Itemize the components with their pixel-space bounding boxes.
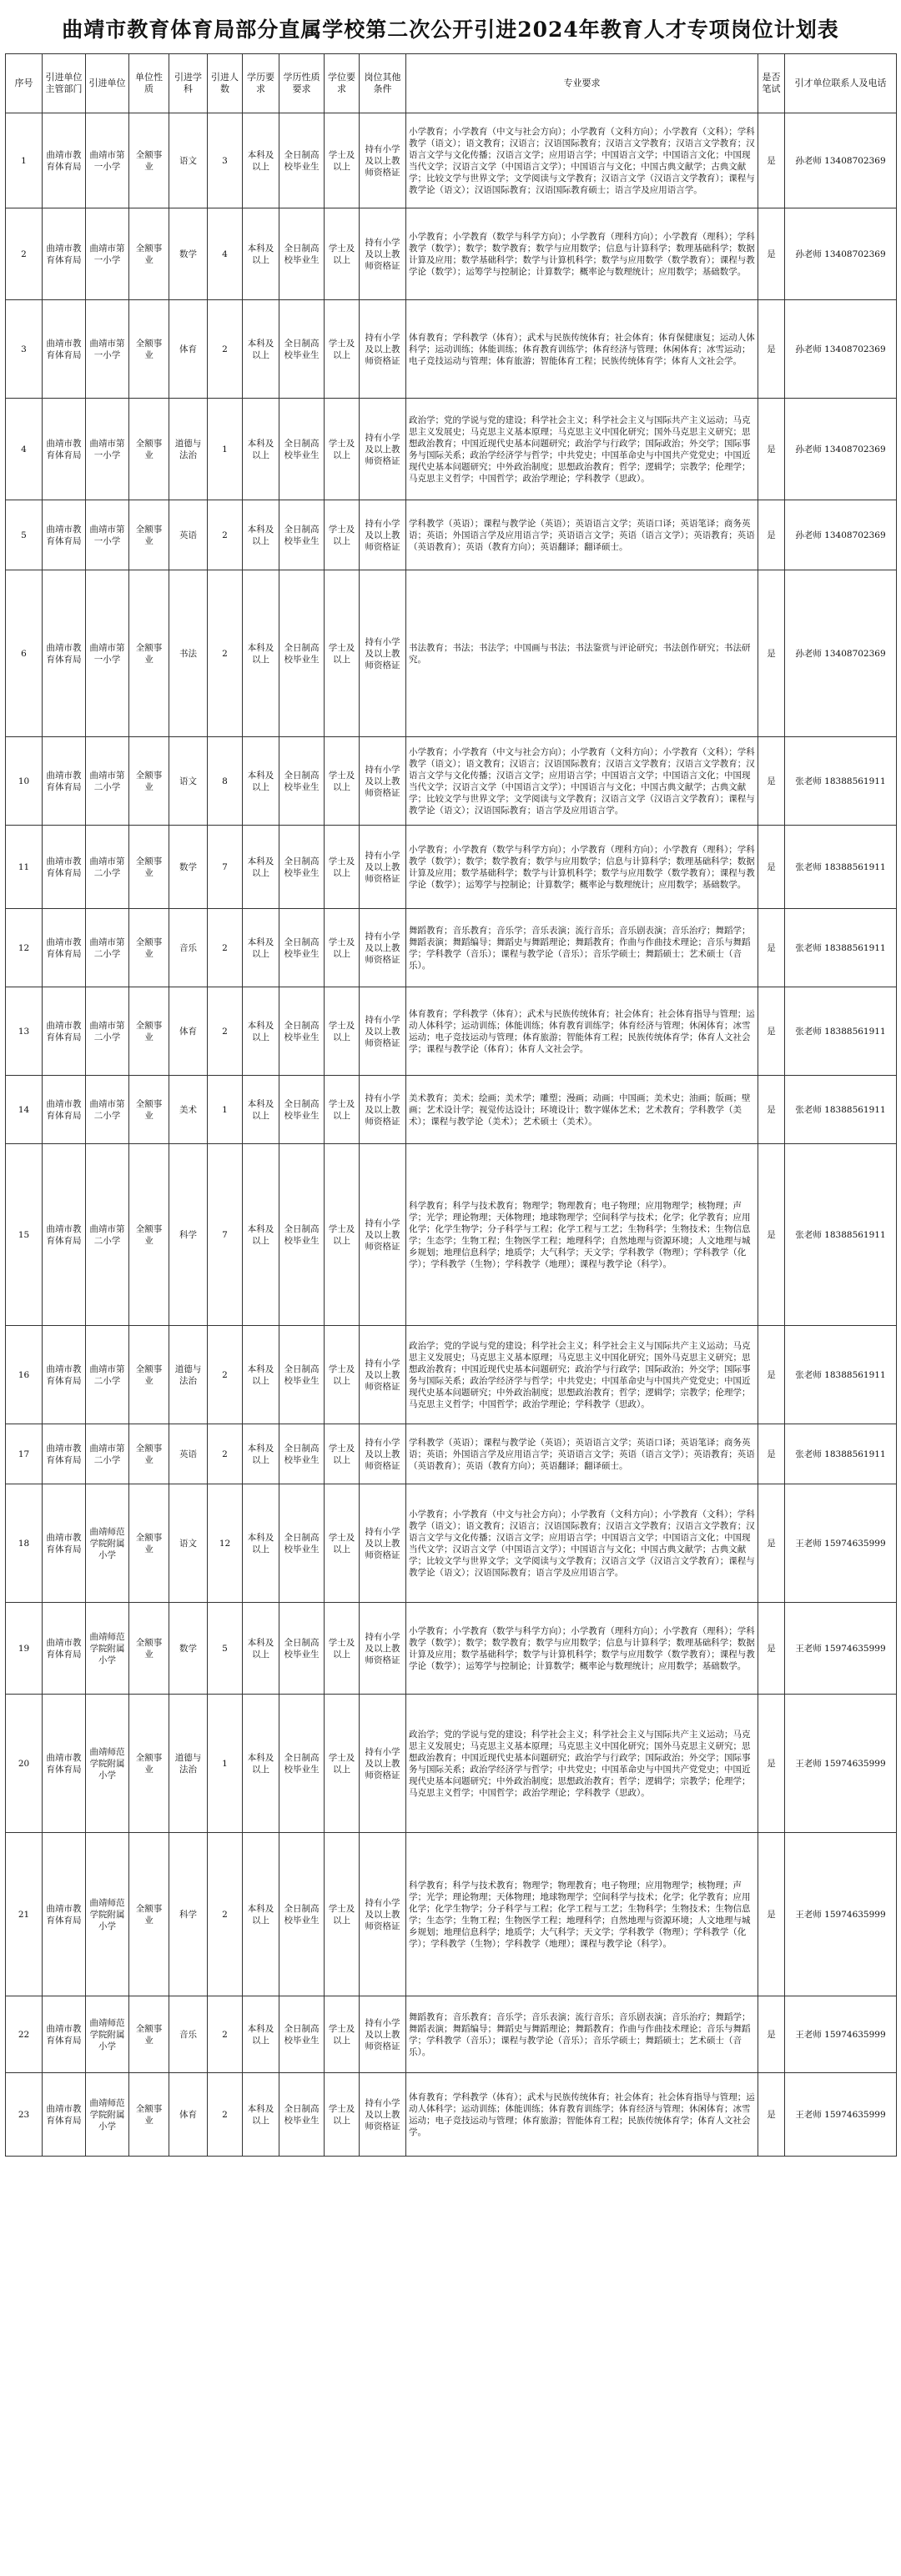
subject-cell: 道德与法治 bbox=[169, 1695, 208, 1833]
degree-cell: 学士及以上 bbox=[325, 1603, 360, 1695]
unit-nature-cell: 全额事业 bbox=[129, 737, 169, 826]
row-number-cell: 18 bbox=[6, 1484, 43, 1603]
written-exam-cell: 是 bbox=[758, 300, 785, 399]
written-exam-cell: 是 bbox=[758, 987, 785, 1076]
other-conditions-cell: 持有小学及以上教师资格证 bbox=[360, 987, 406, 1076]
other-conditions-cell: 持有小学及以上教师资格证 bbox=[360, 1076, 406, 1144]
headcount-cell: 2 bbox=[208, 570, 243, 737]
department-cell: 曲靖市教育体育局 bbox=[43, 500, 86, 570]
headcount-cell: 2 bbox=[208, 1833, 243, 1996]
written-exam-cell: 是 bbox=[758, 1484, 785, 1603]
row-number-cell: 5 bbox=[6, 500, 43, 570]
department-cell: 曲靖市教育体育局 bbox=[43, 1326, 86, 1424]
written-exam-cell: 是 bbox=[758, 909, 785, 987]
headcount-cell: 3 bbox=[208, 113, 243, 208]
major-requirements-cell: 政治学；党的学说与党的建设；科学社会主义；科学社会主义与国际共产主义运动；马克思主义发展史；马克思主义基本原理；马克思主义中国化研究；国外马克思主义研究；思想政治教育；中国近现代史基本问题研究；政治学与行政学；国际政治；外交学；国际事务与国际关系；政治学经济学与哲学；中共党史；中国革命史与中国共产党党史；中国近现代史基本问题研究；中外政治制度；思想政治教育；哲学；逻辑学；宗教学；伦理学；马克思主义哲学；中国哲学；政治学理论；学科教学（思政）。 bbox=[406, 1695, 758, 1833]
written-exam-cell: 是 bbox=[758, 208, 785, 300]
unit-nature-cell: 全额事业 bbox=[129, 987, 169, 1076]
written-exam-cell: 是 bbox=[758, 826, 785, 909]
row-number-cell: 3 bbox=[6, 300, 43, 399]
subject-cell: 道德与法治 bbox=[169, 399, 208, 500]
education-type-cell: 全日制高校毕业生 bbox=[279, 2073, 325, 2157]
major-requirements-cell: 学科教学（英语）；课程与教学论（英语）；英语语言文学；英语口译；英语笔译；商务英语；英语；外国语言学及应用语言学；英语语言文学；英语（语言文学）；英语教育；英语（英语教育）；英语（教育方向）；英语翻译；翻译硕士。 bbox=[406, 1424, 758, 1484]
subject-cell: 语文 bbox=[169, 737, 208, 826]
education-cell: 本科及以上 bbox=[243, 399, 279, 500]
degree-cell: 学士及以上 bbox=[325, 2073, 360, 2157]
unit-cell: 曲靖师范学院附属小学 bbox=[86, 1603, 129, 1695]
header-cell: 序号 bbox=[6, 54, 43, 113]
education-cell: 本科及以上 bbox=[243, 737, 279, 826]
contact-cell: 王老师 15974635999 bbox=[785, 1484, 897, 1603]
major-requirements-cell: 舞蹈教育；音乐教育；音乐学；音乐表演；流行音乐；音乐剧表演；音乐治疗；舞蹈学；舞蹈表演；舞蹈编导；舞蹈史与舞蹈理论；舞蹈教育；作曲与作曲技术理论；音乐与舞蹈学；学科教学（音乐）；课程与教学论（音乐）；音乐学硕士；舞蹈硕士；艺术硕士（音乐）。 bbox=[406, 909, 758, 987]
subject-cell: 科学 bbox=[169, 1833, 208, 1996]
contact-cell: 王老师 15974635999 bbox=[785, 2073, 897, 2157]
unit-cell: 曲靖市第一小学 bbox=[86, 570, 129, 737]
row-number-cell: 23 bbox=[6, 2073, 43, 2157]
unit-cell: 曲靖市第一小学 bbox=[86, 208, 129, 300]
headcount-cell: 2 bbox=[208, 909, 243, 987]
row-number-cell: 2 bbox=[6, 208, 43, 300]
row-number-cell: 21 bbox=[6, 1833, 43, 1996]
row-number-cell: 10 bbox=[6, 737, 43, 826]
other-conditions-cell: 持有小学及以上教师资格证 bbox=[360, 1833, 406, 1996]
header-cell: 引进单位主管部门 bbox=[43, 54, 86, 113]
other-conditions-cell: 持有小学及以上教师资格证 bbox=[360, 113, 406, 208]
major-requirements-cell: 小学教育；小学教育（中文与社会方向）；小学教育（文科方向）；小学教育（文科）；学科教学（语文）；语文教育；汉语言；汉语国际教育；汉语言文学教育；汉语言文学教育；汉语言文学与文化传播；汉语言文学；应用语言学；中国语言文学；中国语言文化；中国现当代文学；汉语言文学（中国语言文学）；中国语言与文化；中国古典文献学；古典文献学；比较文学与世界文学；文学阅读与文学教育；汉语言文学（汉语言文学教育）；课程与教学论（语文）；汉语国际教育；语言学及应用语言学。 bbox=[406, 737, 758, 826]
subject-cell: 音乐 bbox=[169, 909, 208, 987]
department-cell: 曲靖市教育体育局 bbox=[43, 1833, 86, 1996]
education-type-cell: 全日制高校毕业生 bbox=[279, 399, 325, 500]
headcount-cell: 12 bbox=[208, 1484, 243, 1603]
unit-nature-cell: 全额事业 bbox=[129, 1996, 169, 2073]
education-type-cell: 全日制高校毕业生 bbox=[279, 737, 325, 826]
unit-cell: 曲靖市第一小学 bbox=[86, 399, 129, 500]
education-cell: 本科及以上 bbox=[243, 113, 279, 208]
headcount-cell: 8 bbox=[208, 737, 243, 826]
subject-cell: 道德与法治 bbox=[169, 1326, 208, 1424]
header-cell: 引才单位联系人及电话 bbox=[785, 54, 897, 113]
education-type-cell: 全日制高校毕业生 bbox=[279, 1603, 325, 1695]
department-cell: 曲靖市教育体育局 bbox=[43, 737, 86, 826]
headcount-cell: 5 bbox=[208, 1603, 243, 1695]
degree-cell: 学士及以上 bbox=[325, 826, 360, 909]
header-cell: 引进单位 bbox=[86, 54, 129, 113]
row-number-cell: 15 bbox=[6, 1144, 43, 1326]
other-conditions-cell: 持有小学及以上教师资格证 bbox=[360, 500, 406, 570]
table-row bbox=[6, 208, 897, 300]
headcount-cell: 7 bbox=[208, 826, 243, 909]
unit-cell: 曲靖市第二小学 bbox=[86, 1144, 129, 1326]
subject-cell: 音乐 bbox=[169, 1996, 208, 2073]
contact-cell: 王老师 15974635999 bbox=[785, 1695, 897, 1833]
row-number-cell: 17 bbox=[6, 1424, 43, 1484]
row-number-cell: 20 bbox=[6, 1695, 43, 1833]
written-exam-cell: 是 bbox=[758, 1144, 785, 1326]
table-row bbox=[6, 2073, 897, 2157]
subject-cell: 数学 bbox=[169, 208, 208, 300]
other-conditions-cell: 持有小学及以上教师资格证 bbox=[360, 2073, 406, 2157]
table-row bbox=[6, 300, 897, 399]
unit-cell: 曲靖市第一小学 bbox=[86, 113, 129, 208]
row-number-cell: 16 bbox=[6, 1326, 43, 1424]
contact-cell: 王老师 15974635999 bbox=[785, 1603, 897, 1695]
subject-cell: 语文 bbox=[169, 1484, 208, 1603]
subject-cell: 书法 bbox=[169, 570, 208, 737]
degree-cell: 学士及以上 bbox=[325, 500, 360, 570]
education-type-cell: 全日制高校毕业生 bbox=[279, 1326, 325, 1424]
major-requirements-cell: 政治学；党的学说与党的建设；科学社会主义；科学社会主义与国际共产主义运动；马克思主义发展史；马克思主义基本原理；马克思主义中国化研究；国外马克思主义研究；思想政治教育；中国近现代史基本问题研究；政治学与行政学；国际政治；外交学；国际事务与国际关系；政治学经济学与哲学；中共党史；中国革命史与中国共产党党史；中国近现代史基本问题研究；中外政治制度；思想政治教育；哲学；逻辑学；宗教学；伦理学；马克思主义哲学；中国哲学；政治学理论；学科教学（思政）。 bbox=[406, 399, 758, 500]
header-cell: 单位性质 bbox=[129, 54, 169, 113]
degree-cell: 学士及以上 bbox=[325, 113, 360, 208]
unit-nature-cell: 全额事业 bbox=[129, 826, 169, 909]
major-requirements-cell: 体育教育；学科教学（体育）；武术与民族传统体育；社会体育；体育保健康复；运动人体科学；运动训练；体能训练；体育教育训练学；体育经济与管理；休闲体育；冰雪运动；电子竞技运动与管理；体育旅游；智能体育工程；民族传统体育学；体育人文社会学。 bbox=[406, 300, 758, 399]
table-row bbox=[6, 987, 897, 1076]
header-cell: 专业要求 bbox=[406, 54, 758, 113]
education-cell: 本科及以上 bbox=[243, 1695, 279, 1833]
degree-cell: 学士及以上 bbox=[325, 1326, 360, 1424]
subject-cell: 美术 bbox=[169, 1076, 208, 1144]
major-requirements-cell: 小学教育；小学教育（数学与科学方向）；小学教育（理科方向）；小学教育（理科）；学科教学（数学）；数学；数学教育；数学与应用数学；信息与计算科学；数理基础科学；数据计算及应用；数学基础科学；数学与计算机科学；数学与应用数学（数学教育）；课程与教学论（数学）；运筹学与控制论；计算数学；概率论与数理统计；应用数学；基础数学。 bbox=[406, 1603, 758, 1695]
row-number-cell: 13 bbox=[6, 987, 43, 1076]
row-number-cell: 4 bbox=[6, 399, 43, 500]
table-row bbox=[6, 1484, 897, 1603]
unit-nature-cell: 全额事业 bbox=[129, 570, 169, 737]
department-cell: 曲靖市教育体育局 bbox=[43, 826, 86, 909]
education-type-cell: 全日制高校毕业生 bbox=[279, 1144, 325, 1326]
contact-cell: 王老师 15974635999 bbox=[785, 1996, 897, 2073]
education-cell: 本科及以上 bbox=[243, 1144, 279, 1326]
other-conditions-cell: 持有小学及以上教师资格证 bbox=[360, 737, 406, 826]
department-cell: 曲靖市教育体育局 bbox=[43, 1484, 86, 1603]
other-conditions-cell: 持有小学及以上教师资格证 bbox=[360, 1996, 406, 2073]
contact-cell: 张老师 18388561911 bbox=[785, 909, 897, 987]
contact-cell: 张老师 18388561911 bbox=[785, 1424, 897, 1484]
unit-cell: 曲靖市第二小学 bbox=[86, 1326, 129, 1424]
unit-nature-cell: 全额事业 bbox=[129, 1695, 169, 1833]
department-cell: 曲靖市教育体育局 bbox=[43, 2073, 86, 2157]
other-conditions-cell: 持有小学及以上教师资格证 bbox=[360, 1695, 406, 1833]
unit-nature-cell: 全额事业 bbox=[129, 1424, 169, 1484]
page-title: 曲靖市教育体育局部分直属学校第二次公开引进2024年教育人才专项岗位计划表 bbox=[62, 18, 839, 42]
other-conditions-cell: 持有小学及以上教师资格证 bbox=[360, 208, 406, 300]
other-conditions-cell: 持有小学及以上教师资格证 bbox=[360, 399, 406, 500]
unit-nature-cell: 全额事业 bbox=[129, 208, 169, 300]
major-requirements-cell: 小学教育；小学教育（中文与社会方向）；小学教育（文科方向）；小学教育（文科）；学科教学（语文）；语文教育；汉语言；汉语国际教育；汉语言文学教育；汉语言文学教育；汉语言文学与文化传播；汉语言文学；应用语言学；中国语言文学；中国语言文化；中国现当代文学；汉语言文学（中国语言文学）；中国语言与文化；中国古典文献学；古典文献学；比较文学与世界文学；文学阅读与文学教育；汉语言文学（汉语言文学教育）；课程与教学论（语文）；汉语国际教育；语言学及应用语言学。 bbox=[406, 1484, 758, 1603]
table-row bbox=[6, 399, 897, 500]
major-requirements-cell: 小学教育；小学教育（数学与科学方向）；小学教育（理科方向）；小学教育（理科）；学科教学（数学）；数学；数学教育；数学与应用数学；信息与计算科学；数理基础科学；数据计算及应用；数学基础科学；数学与计算机科学；数学与应用数学（数学教育）；课程与教学论（数学）；运筹学与控制论；计算数学；概率论与数理统计；应用数学；基础数学。 bbox=[406, 826, 758, 909]
unit-cell: 曲靖市第二小学 bbox=[86, 987, 129, 1076]
major-requirements-cell: 舞蹈教育；音乐教育；音乐学；音乐表演；流行音乐；音乐剧表演；音乐治疗；舞蹈学；舞蹈表演；舞蹈编导；舞蹈史与舞蹈理论；舞蹈教育；作曲与作曲技术理论；音乐与舞蹈学；学科教学（音乐）；课程与教学论（音乐）；音乐学硕士；舞蹈硕士；艺术硕士（音乐）。 bbox=[406, 1996, 758, 2073]
written-exam-cell: 是 bbox=[758, 1833, 785, 1996]
subject-cell: 体育 bbox=[169, 2073, 208, 2157]
header-cell: 是否笔试 bbox=[758, 54, 785, 113]
other-conditions-cell: 持有小学及以上教师资格证 bbox=[360, 1603, 406, 1695]
unit-nature-cell: 全额事业 bbox=[129, 1484, 169, 1603]
unit-cell: 曲靖市第一小学 bbox=[86, 500, 129, 570]
subject-cell: 英语 bbox=[169, 1424, 208, 1484]
education-type-cell: 全日制高校毕业生 bbox=[279, 987, 325, 1076]
table-row bbox=[6, 1424, 897, 1484]
subject-cell: 体育 bbox=[169, 987, 208, 1076]
education-cell: 本科及以上 bbox=[243, 826, 279, 909]
degree-cell: 学士及以上 bbox=[325, 208, 360, 300]
other-conditions-cell: 持有小学及以上教师资格证 bbox=[360, 570, 406, 737]
row-number-cell: 19 bbox=[6, 1603, 43, 1695]
headcount-cell: 1 bbox=[208, 1695, 243, 1833]
contact-cell: 张老师 18388561911 bbox=[785, 1144, 897, 1326]
education-type-cell: 全日制高校毕业生 bbox=[279, 1695, 325, 1833]
table-row bbox=[6, 826, 897, 909]
headcount-cell: 2 bbox=[208, 987, 243, 1076]
header-cell: 岗位其他条件 bbox=[360, 54, 406, 113]
major-requirements-cell: 小学教育；小学教育（数学与科学方向）；小学教育（理科方向）；小学教育（理科）；学科教学（数学）；数学；数学教育；数学与应用数学；信息与计算科学；数理基础科学；数据计算及应用；数学基础科学；数学与计算机科学；数学与应用数学（数学教育）；课程与教学论（数学）；运筹学与控制论；计算数学；概率论与数理统计；应用数学；基础数学。 bbox=[406, 208, 758, 300]
degree-cell: 学士及以上 bbox=[325, 1144, 360, 1326]
written-exam-cell: 是 bbox=[758, 2073, 785, 2157]
education-cell: 本科及以上 bbox=[243, 1484, 279, 1603]
contact-cell: 王老师 15974635999 bbox=[785, 1833, 897, 1996]
table-row bbox=[6, 737, 897, 826]
table-row bbox=[6, 1833, 897, 1996]
table-row bbox=[6, 500, 897, 570]
unit-cell: 曲靖市第二小学 bbox=[86, 737, 129, 826]
education-type-cell: 全日制高校毕业生 bbox=[279, 1996, 325, 2073]
education-cell: 本科及以上 bbox=[243, 208, 279, 300]
department-cell: 曲靖市教育体育局 bbox=[43, 1144, 86, 1326]
education-type-cell: 全日制高校毕业生 bbox=[279, 826, 325, 909]
unit-nature-cell: 全额事业 bbox=[129, 1076, 169, 1144]
subject-cell: 体育 bbox=[169, 300, 208, 399]
education-cell: 本科及以上 bbox=[243, 1833, 279, 1996]
other-conditions-cell: 持有小学及以上教师资格证 bbox=[360, 826, 406, 909]
education-type-cell: 全日制高校毕业生 bbox=[279, 909, 325, 987]
contact-cell: 张老师 18388561911 bbox=[785, 1076, 897, 1144]
unit-cell: 曲靖市第一小学 bbox=[86, 300, 129, 399]
headcount-cell: 2 bbox=[208, 300, 243, 399]
unit-nature-cell: 全额事业 bbox=[129, 2073, 169, 2157]
written-exam-cell: 是 bbox=[758, 1996, 785, 2073]
major-requirements-cell: 体育教育；学科教学（体育）；武术与民族传统体育；社会体育；社会体育指导与管理；运动人体科学；运动训练；体能训练；体育教育训练学；体育经济与管理；休闲体育；冰雪运动；电子竞技运动与管理；体育旅游；智能体育工程；民族传统体育学；体育人文社会学。 bbox=[406, 2073, 758, 2157]
contact-cell: 张老师 18388561911 bbox=[785, 987, 897, 1076]
table-row bbox=[6, 909, 897, 987]
table-body bbox=[6, 113, 897, 2157]
subject-cell: 语文 bbox=[169, 113, 208, 208]
department-cell: 曲靖市教育体育局 bbox=[43, 300, 86, 399]
written-exam-cell: 是 bbox=[758, 1326, 785, 1424]
degree-cell: 学士及以上 bbox=[325, 909, 360, 987]
degree-cell: 学士及以上 bbox=[325, 1996, 360, 2073]
education-type-cell: 全日制高校毕业生 bbox=[279, 1484, 325, 1603]
written-exam-cell: 是 bbox=[758, 737, 785, 826]
contact-cell: 张老师 18388561911 bbox=[785, 826, 897, 909]
education-cell: 本科及以上 bbox=[243, 1603, 279, 1695]
other-conditions-cell: 持有小学及以上教师资格证 bbox=[360, 1144, 406, 1326]
unit-cell: 曲靖市第二小学 bbox=[86, 1076, 129, 1144]
written-exam-cell: 是 bbox=[758, 1424, 785, 1484]
unit-nature-cell: 全额事业 bbox=[129, 909, 169, 987]
written-exam-cell: 是 bbox=[758, 1076, 785, 1144]
contact-cell: 孙老师 13408702369 bbox=[785, 399, 897, 500]
degree-cell: 学士及以上 bbox=[325, 1833, 360, 1996]
unit-nature-cell: 全额事业 bbox=[129, 1603, 169, 1695]
department-cell: 曲靖市教育体育局 bbox=[43, 1695, 86, 1833]
department-cell: 曲靖市教育体育局 bbox=[43, 113, 86, 208]
headcount-cell: 1 bbox=[208, 399, 243, 500]
unit-cell: 曲靖师范学院附属小学 bbox=[86, 1695, 129, 1833]
education-type-cell: 全日制高校毕业生 bbox=[279, 208, 325, 300]
headcount-cell: 2 bbox=[208, 1996, 243, 2073]
education-type-cell: 全日制高校毕业生 bbox=[279, 113, 325, 208]
department-cell: 曲靖市教育体育局 bbox=[43, 1996, 86, 2073]
unit-cell: 曲靖市第二小学 bbox=[86, 909, 129, 987]
unit-nature-cell: 全额事业 bbox=[129, 1326, 169, 1424]
contact-cell: 张老师 18388561911 bbox=[785, 1326, 897, 1424]
major-requirements-cell: 美术教育；美术；绘画；美术学；雕塑；漫画；动画；中国画；美术史；油画；版画；壁画；艺术设计学；视觉传达设计；环境设计；数字媒体艺术；艺术教育；学科教学（美术）；课程与教学论（美术）；艺术硕士（美术）。 bbox=[406, 1076, 758, 1144]
written-exam-cell: 是 bbox=[758, 113, 785, 208]
contact-cell: 孙老师 13408702369 bbox=[785, 300, 897, 399]
other-conditions-cell: 持有小学及以上教师资格证 bbox=[360, 909, 406, 987]
table-header-row bbox=[6, 54, 897, 113]
row-number-cell: 22 bbox=[6, 1996, 43, 2073]
contact-cell: 孙老师 13408702369 bbox=[785, 208, 897, 300]
contact-cell: 张老师 18388561911 bbox=[785, 737, 897, 826]
table-row bbox=[6, 1996, 897, 2073]
degree-cell: 学士及以上 bbox=[325, 987, 360, 1076]
row-number-cell: 1 bbox=[6, 113, 43, 208]
other-conditions-cell: 持有小学及以上教师资格证 bbox=[360, 1424, 406, 1484]
education-cell: 本科及以上 bbox=[243, 987, 279, 1076]
education-type-cell: 全日制高校毕业生 bbox=[279, 500, 325, 570]
headcount-cell: 2 bbox=[208, 2073, 243, 2157]
row-number-cell: 6 bbox=[6, 570, 43, 737]
education-type-cell: 全日制高校毕业生 bbox=[279, 300, 325, 399]
education-type-cell: 全日制高校毕业生 bbox=[279, 570, 325, 737]
degree-cell: 学士及以上 bbox=[325, 737, 360, 826]
unit-cell: 曲靖师范学院附属小学 bbox=[86, 1996, 129, 2073]
degree-cell: 学士及以上 bbox=[325, 300, 360, 399]
major-requirements-cell: 书法教育；书法；书法学；中国画与书法；书法鉴赏与评论研究；书法创作研究；书法研究。 bbox=[406, 570, 758, 737]
degree-cell: 学士及以上 bbox=[325, 1076, 360, 1144]
other-conditions-cell: 持有小学及以上教师资格证 bbox=[360, 1326, 406, 1424]
subject-cell: 数学 bbox=[169, 826, 208, 909]
unit-nature-cell: 全额事业 bbox=[129, 500, 169, 570]
written-exam-cell: 是 bbox=[758, 399, 785, 500]
row-number-cell: 14 bbox=[6, 1076, 43, 1144]
row-number-cell: 12 bbox=[6, 909, 43, 987]
table-row bbox=[6, 113, 897, 208]
unit-cell: 曲靖师范学院附属小学 bbox=[86, 1484, 129, 1603]
department-cell: 曲靖市教育体育局 bbox=[43, 399, 86, 500]
education-cell: 本科及以上 bbox=[243, 1996, 279, 2073]
headcount-cell: 1 bbox=[208, 1076, 243, 1144]
row-number-cell: 11 bbox=[6, 826, 43, 909]
education-cell: 本科及以上 bbox=[243, 1424, 279, 1484]
unit-nature-cell: 全额事业 bbox=[129, 1144, 169, 1326]
table-row bbox=[6, 1076, 897, 1144]
education-type-cell: 全日制高校毕业生 bbox=[279, 1424, 325, 1484]
education-type-cell: 全日制高校毕业生 bbox=[279, 1833, 325, 1996]
degree-cell: 学士及以上 bbox=[325, 1484, 360, 1603]
subject-cell: 科学 bbox=[169, 1144, 208, 1326]
table-row bbox=[6, 1695, 897, 1833]
education-cell: 本科及以上 bbox=[243, 300, 279, 399]
degree-cell: 学士及以上 bbox=[325, 1695, 360, 1833]
written-exam-cell: 是 bbox=[758, 570, 785, 737]
education-cell: 本科及以上 bbox=[243, 570, 279, 737]
headcount-cell: 2 bbox=[208, 1424, 243, 1484]
major-requirements-cell: 小学教育；小学教育（中文与社会方向）；小学教育（文科方向）；小学教育（文科）；学科教学（语文）；语文教育；汉语言；汉语国际教育；汉语言文学教育；汉语言文学教育；汉语言文学与文化传播；汉语言文学；应用语言学；中国语言文学；中国语言文化；中国现当代文学；汉语言文学（中国语言文学）；中国语言与文化；中国古典文献学；古典文献学；比较文学与世界文学；文学阅读与文学教育；汉语言文学（汉语言文学教育）；课程与教学论（语文）；汉语国际教育；汉语国际教育硕士；语言学及应用语言学。 bbox=[406, 113, 758, 208]
department-cell: 曲靖市教育体育局 bbox=[43, 987, 86, 1076]
written-exam-cell: 是 bbox=[758, 1695, 785, 1833]
degree-cell: 学士及以上 bbox=[325, 399, 360, 500]
headcount-cell: 2 bbox=[208, 500, 243, 570]
table-row bbox=[6, 1326, 897, 1424]
major-requirements-cell: 学科教学（英语）；课程与教学论（英语）；英语语言文学；英语口译；英语笔译；商务英语；英语；外国语言学及应用语言学；英语语言文学；英语（语言文学）；英语教育；英语（英语教育）；英语（教育方向）；英语翻译；翻译硕士。 bbox=[406, 500, 758, 570]
degree-cell: 学士及以上 bbox=[325, 1424, 360, 1484]
education-cell: 本科及以上 bbox=[243, 909, 279, 987]
other-conditions-cell: 持有小学及以上教师资格证 bbox=[360, 1484, 406, 1603]
major-requirements-cell: 体育教育；学科教学（体育）；武术与民族传统体育；社会体育；社会体育指导与管理；运动人体科学；运动训练；体能训练；体育教育训练学；体育经济与管理；休闲体育；冰雪运动；电子竞技运动与管理；体育旅游；智能体育工程；民族传统体育学；体育人文社会学；课程与教学论（体育）；体育人文社会学。 bbox=[406, 987, 758, 1076]
header-cell: 学历要求 bbox=[243, 54, 279, 113]
unit-cell: 曲靖师范学院附属小学 bbox=[86, 1833, 129, 1996]
table-row bbox=[6, 1603, 897, 1695]
headcount-cell: 2 bbox=[208, 1326, 243, 1424]
department-cell: 曲靖市教育体育局 bbox=[43, 208, 86, 300]
headcount-cell: 4 bbox=[208, 208, 243, 300]
written-exam-cell: 是 bbox=[758, 1603, 785, 1695]
education-cell: 本科及以上 bbox=[243, 2073, 279, 2157]
contact-cell: 孙老师 13408702369 bbox=[785, 570, 897, 737]
education-cell: 本科及以上 bbox=[243, 1326, 279, 1424]
major-requirements-cell: 政治学；党的学说与党的建设；科学社会主义；科学社会主义与国际共产主义运动；马克思主义发展史；马克思主义基本原理；马克思主义中国化研究；国外马克思主义研究；思想政治教育；中国近现代史基本问题研究；政治学与行政学；国际政治；外交学；国际事务与国际关系；政治学经济学与哲学；中共党史；中国革命史与中国共产党党史；中国近现代史基本问题研究；中外政治制度；思想政治教育；哲学；逻辑学；宗教学；伦理学；马克思主义哲学；中国哲学；政治学理论；学科教学（思政）。 bbox=[406, 1326, 758, 1424]
contact-cell: 孙老师 13408702369 bbox=[785, 500, 897, 570]
table-row bbox=[6, 1144, 897, 1326]
department-cell: 曲靖市教育体育局 bbox=[43, 1076, 86, 1144]
degree-cell: 学士及以上 bbox=[325, 570, 360, 737]
headcount-cell: 7 bbox=[208, 1144, 243, 1326]
unit-cell: 曲靖市第二小学 bbox=[86, 1424, 129, 1484]
unit-nature-cell: 全额事业 bbox=[129, 300, 169, 399]
unit-cell: 曲靖市第二小学 bbox=[86, 826, 129, 909]
contact-cell: 孙老师 13408702369 bbox=[785, 113, 897, 208]
header-cell: 引进学科 bbox=[169, 54, 208, 113]
subject-cell: 英语 bbox=[169, 500, 208, 570]
subject-cell: 数学 bbox=[169, 1603, 208, 1695]
major-requirements-cell: 科学教育；科学与技术教育；物理学；物理教育；电子物理；应用物理学；核物理；声学；光学；理论物理；天体物理；地球物理学；空间科学与技术；化学；化学教育；应用化学；化学生物学；分子科学与工程；化学工程与工艺；生物科学；生物技术；生物信息学；生态学；生物工程；生物医学工程；地理科学；自然地理与资源环境；人文地理与城乡规划；地理信息科学；地质学；大气科学；天文学；学科教学（物理）；学科教学（化学）；学科教学（生物）；学科教学（地理）；课程与教学论（科学）。 bbox=[406, 1833, 758, 1996]
major-requirements-cell: 科学教育；科学与技术教育；物理学；物理教育；电子物理；应用物理学；核物理；声学；光学；理论物理；天体物理；地球物理学；空间科学与技术；化学；化学教育；应用化学；化学生物学；分子科学与工程；化学工程与工艺；生物科学；生物技术；生物信息学；生态学；生物工程；生物医学工程；地理科学；自然地理与资源环境；人文地理与城乡规划；地理信息科学；地质学；大气科学；天文学；学科教学（物理）；学科教学（化学）；学科教学（生物）；学科教学（地理）；课程与教学论（科学）。 bbox=[406, 1144, 758, 1326]
education-cell: 本科及以上 bbox=[243, 500, 279, 570]
unit-nature-cell: 全额事业 bbox=[129, 113, 169, 208]
department-cell: 曲靖市教育体育局 bbox=[43, 570, 86, 737]
department-cell: 曲靖市教育体育局 bbox=[43, 1603, 86, 1695]
unit-nature-cell: 全额事业 bbox=[129, 399, 169, 500]
department-cell: 曲靖市教育体育局 bbox=[43, 909, 86, 987]
other-conditions-cell: 持有小学及以上教师资格证 bbox=[360, 300, 406, 399]
recruitment-plan-table bbox=[5, 53, 897, 2157]
unit-nature-cell: 全额事业 bbox=[129, 1833, 169, 1996]
header-cell: 学位要求 bbox=[325, 54, 360, 113]
table-row bbox=[6, 570, 897, 737]
written-exam-cell: 是 bbox=[758, 500, 785, 570]
header-cell: 引进人数 bbox=[208, 54, 243, 113]
unit-cell: 曲靖师范学院附属小学 bbox=[86, 2073, 129, 2157]
education-type-cell: 全日制高校毕业生 bbox=[279, 1076, 325, 1144]
header-cell: 学历性质要求 bbox=[279, 54, 325, 113]
department-cell: 曲靖市教育体育局 bbox=[43, 1424, 86, 1484]
education-cell: 本科及以上 bbox=[243, 1076, 279, 1144]
